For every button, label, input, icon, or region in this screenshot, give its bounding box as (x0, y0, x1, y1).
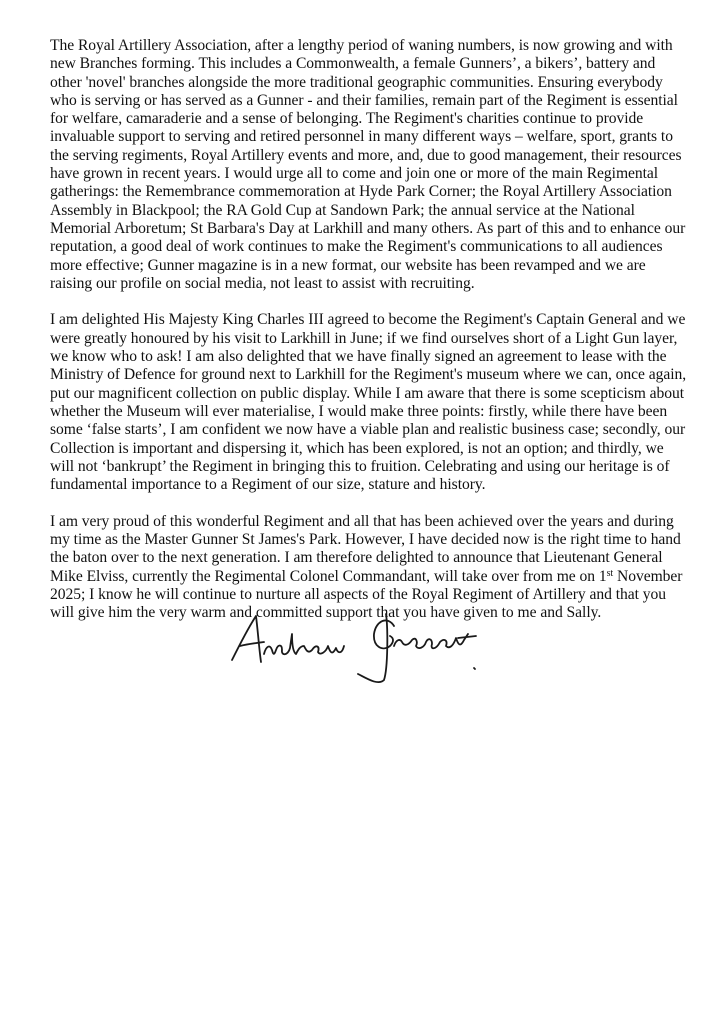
signature-drawing (218, 598, 498, 698)
paragraph-handover-end: November 2025; I know he will continue to nurture all aspects of the Royal Regiment of Artillery and that you will give him the very warm and committed support that you have given to me and Sally. (50, 567, 683, 622)
paragraph-captain-general-museum: I am delighted His Majesty King Charles III agreed to become the Regiment's Captain General and we were greatly honoured by his visit to Larkhill in June; if we find ourselves short of a Light Gun layer, we know who to ask! I am also delighted that we have finally signed an agreement to lease with the Ministry of Defence for ground next to Larkhill for the Regiment's museum where we can, once again, put our magnificent collection on public display. While I am aware that there is some scepticism about whether the Museum will ever materialise, I would make three points: firstly, while there have been some ‘false starts’, I am confident we now have a viable plan and realistic business case; secondly, our Collection is important and dispersing it, which has been explored, is not an option; and thirdly, we will not ‘bankrupt’ the Regiment in bringing this to fruition. Celebrating and using our heritage is of fundamental importance to a Regiment of our size, stature and history. (50, 311, 687, 494)
ordinal-suffix: st (606, 567, 614, 579)
letter-body (50, 37, 690, 623)
signature-strokes (232, 614, 476, 682)
paragraph-association: The Royal Artillery Association, after a lengthy period of waning numbers, is now growing and with new Branches forming. This includes a Commonwealth, a female Gunners’, a bikers’, battery and other 'novel' branches alongside the more traditional geographic communities. Ensuring everybody who is serving or has served as a Gunner - and their families, remain part of the Regiment is essential for welfare, camaraderie and a sense of belonging. The Regiment's charities continue to provide invaluable support to serving and retired personnel in many different ways – welfare, sport, grants to the serving regiments, Royal Artillery events and more, and, due to good management, their resources have grown in recent years. I would urge all to come and join one or more of the main Regimental gatherings: the Remembrance commemoration at Hyde Park Corner; the Royal Artillery Association Assembly in Blackpool; the RA Gold Cup at Sandown Park; the annual service at the National Memorial Arboretum; St Barbara's Day at Larkhill and many others. As part of this and to enhance our reputation, a good deal of work continues to make the Regiment's communications to all audiences more effective; Gunner magazine is in a new format, our website has been revamped and we are raising our profile on social media, not least to assist with recruiting. (50, 37, 686, 292)
paragraph-handover-start: I am very proud of this wonderful Regiment and all that has been achieved over the years and during my time as the Master Gunner St James's Park. However, I have decided now is the right time to hand the baton over to the next generation. I am therefore delighted to announce that Lieutenant General Mike Elviss, currently the Regimental Colonel Commandant, will take over from me on 1 (50, 512, 681, 585)
handwritten-signature (218, 598, 498, 698)
